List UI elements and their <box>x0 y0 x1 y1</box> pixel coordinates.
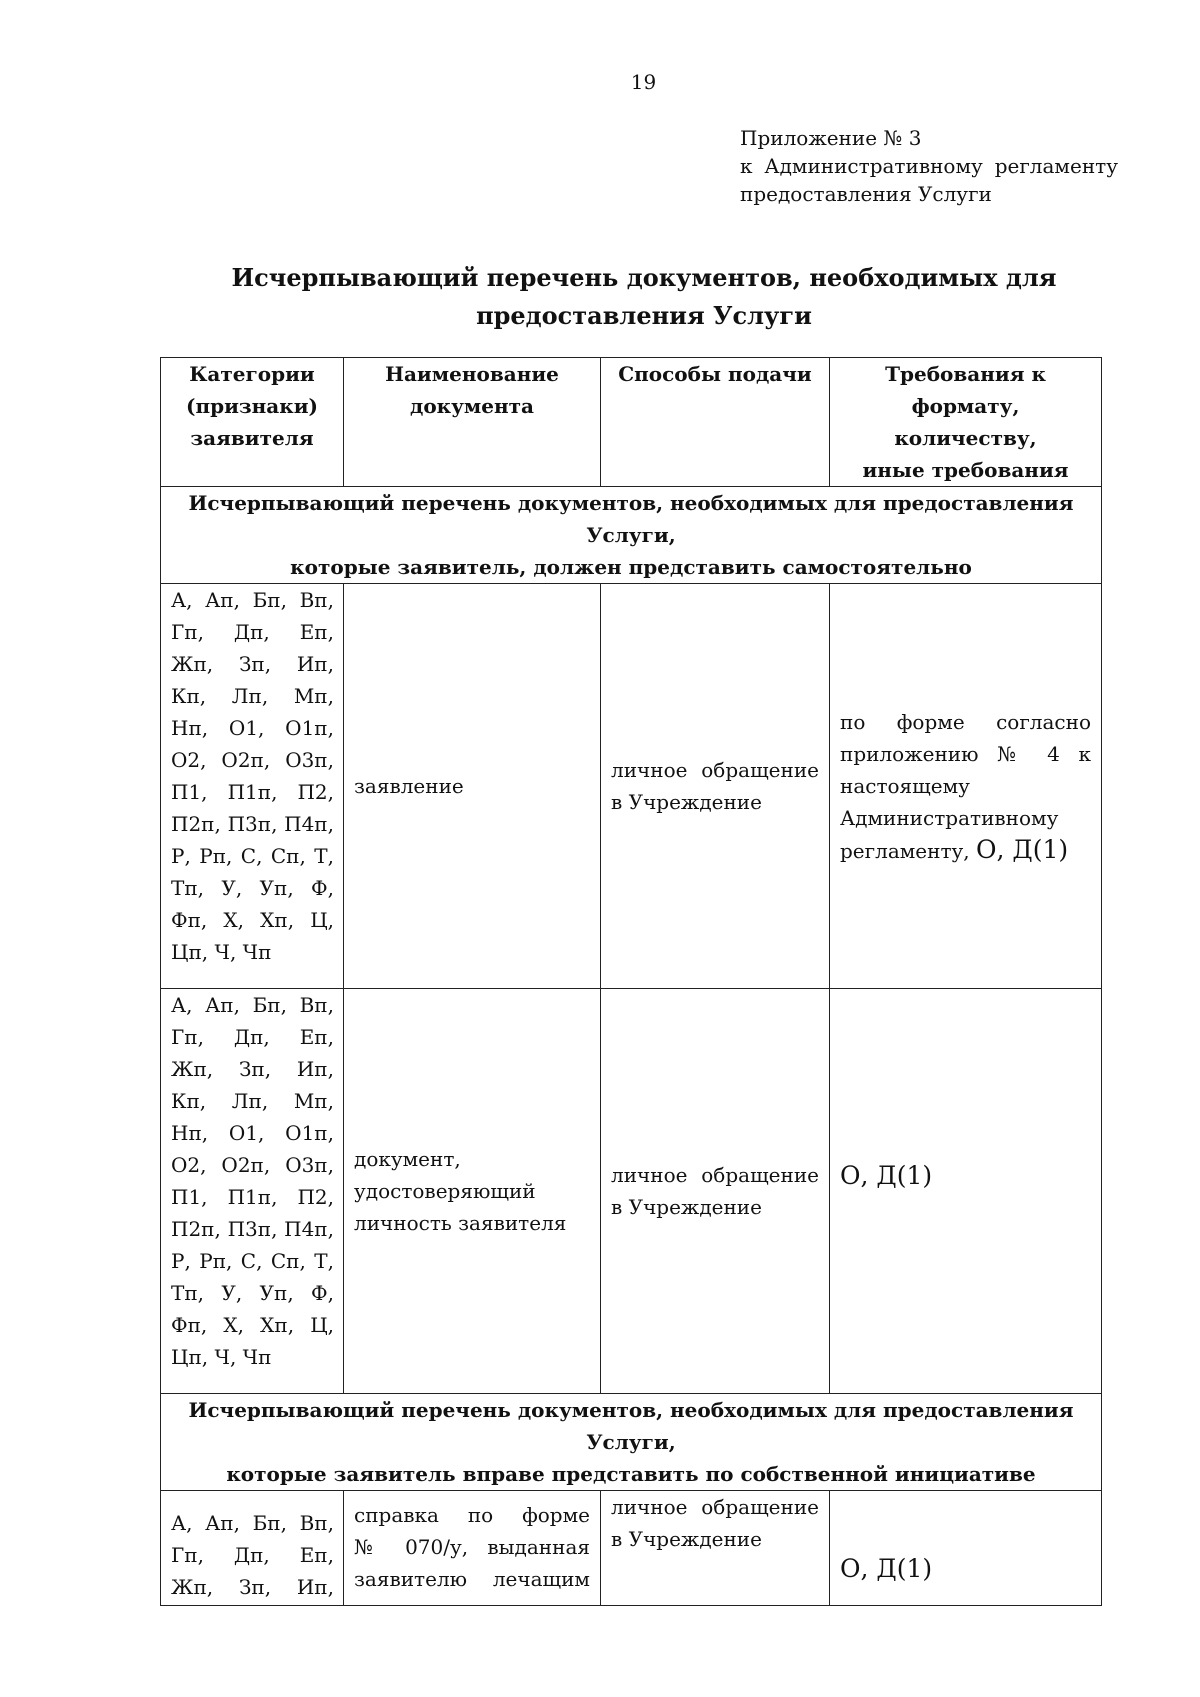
section-line: которые заявитель, должен представить самостоятельно <box>290 555 972 579</box>
header-line: заявителя <box>190 426 314 450</box>
document-name-line: удостоверяющий <box>354 1179 536 1203</box>
appendix-note <box>740 124 1118 208</box>
category-line: П1, П1п, П2, <box>171 1185 334 1209</box>
appendix-line-3: предоставления Услуги <box>740 182 992 206</box>
categories-cell <box>161 989 344 1394</box>
requirements-line: приложению № 4 к <box>840 741 1091 766</box>
header-line: Требования к <box>885 362 1046 386</box>
category-line: Жп, Зп, Ип, <box>171 1057 334 1081</box>
requirements-code: О, Д(1) <box>976 834 1069 864</box>
table-row <box>161 1491 1102 1606</box>
requirements-line: Административному <box>840 805 1059 830</box>
appendix-line-2: к Административному регламенту <box>740 154 1118 178</box>
requirements-line: настоящему <box>840 773 970 798</box>
section-heading-mandatory <box>161 487 1102 584</box>
document-name-cell <box>344 584 601 989</box>
category-line: Цп, Ч, Чп <box>171 1345 272 1369</box>
document-name-cell <box>344 1491 601 1606</box>
category-line: Р, Рп, С, Сп, Т, <box>171 1249 334 1273</box>
category-line: Тп, У, Уп, Ф, <box>171 1281 334 1305</box>
header-line: иные требования <box>862 458 1069 482</box>
table-row <box>161 989 1102 1394</box>
section-heading-optional <box>161 1394 1102 1491</box>
document-name-line: справка по форме <box>354 1503 590 1527</box>
section-line: Исчерпывающий перечень документов, необходимых для предоставления Услуги, <box>188 491 1074 547</box>
header-line: формату, количеству, <box>894 394 1037 450</box>
section-line: которые заявитель вправе представить по собственной инициативе <box>226 1462 1036 1486</box>
category-line: А, Ап, Бп, Вп, <box>171 993 334 1017</box>
category-line: Гп, Дп, Еп, <box>171 1025 334 1049</box>
requirements-cell <box>830 584 1102 989</box>
document-name: заявление <box>354 774 464 798</box>
submission-line: личное обращение <box>611 1495 819 1519</box>
category-line: Жп, Зп, Ип, <box>171 652 334 676</box>
table-row <box>161 584 1102 989</box>
header-line: Способы подачи <box>618 362 812 386</box>
submission-line: в Учреждение <box>611 1527 762 1551</box>
category-line: О2, О2п, О3п, <box>171 748 334 772</box>
table-header-row <box>161 358 1102 487</box>
requirements-code: О, Д(1) <box>840 1554 933 1583</box>
document-name-line: заявителю лечащим <box>354 1567 590 1591</box>
document-title <box>160 259 1128 335</box>
category-line: Фп, Х, Хп, Ц, <box>171 1313 334 1337</box>
submission-method-cell <box>601 1491 830 1606</box>
submission-line: личное обращение <box>611 1163 819 1187</box>
category-line: П2п, П3п, П4п, <box>171 812 334 836</box>
category-line: А, Ап, Бп, Вп, <box>171 1511 334 1535</box>
category-line: Нп, О1, О1п, <box>171 1121 334 1145</box>
document-title-line-2: предоставления Услуги <box>476 301 812 330</box>
document-name-line: № 070/у, выданная <box>354 1535 590 1559</box>
header-document-name <box>344 358 601 487</box>
documents-table <box>160 357 1102 1606</box>
header-line: документа <box>409 394 534 418</box>
appendix-line-1: Приложение № 3 <box>740 126 922 150</box>
header-line: Наименование <box>385 362 559 386</box>
page-number: 19 <box>630 70 657 94</box>
category-line: Гп, Дп, Еп, <box>171 1543 334 1567</box>
category-line: Нп, О1, О1п, <box>171 716 334 740</box>
categories-cell <box>161 584 344 989</box>
submission-line: личное обращение <box>611 758 819 782</box>
header-requirements <box>830 358 1102 487</box>
document-title-line-1: Исчерпывающий перечень документов, необходимых для <box>231 263 1057 292</box>
category-line: А, Ап, Бп, Вп, <box>171 588 334 612</box>
section-row-mandatory <box>161 487 1102 584</box>
categories-cell <box>161 1491 344 1606</box>
requirements-text: регламенту, <box>840 838 970 863</box>
header-categories <box>161 358 344 487</box>
header-line: Категории <box>189 362 315 386</box>
requirements-cell <box>830 1491 1102 1606</box>
category-line: Кп, Лп, Мп, <box>171 1089 334 1113</box>
submission-line: в Учреждение <box>611 790 762 814</box>
category-line: Жп, Зп, Ип, <box>171 1575 334 1599</box>
requirements-line: по форме согласно <box>840 709 1091 734</box>
document-name-line: документ, <box>354 1147 461 1171</box>
document-name-line: личность заявителя <box>354 1211 567 1235</box>
category-line: Фп, Х, Хп, Ц, <box>171 908 334 932</box>
header-submission-methods <box>601 358 830 487</box>
submission-line: в Учреждение <box>611 1195 762 1219</box>
category-line: П1, П1п, П2, <box>171 780 334 804</box>
category-line: Гп, Дп, Еп, <box>171 620 334 644</box>
category-line: Р, Рп, С, Сп, Т, <box>171 844 334 868</box>
header-line: (признаки) <box>185 394 319 418</box>
category-line: П2п, П3п, П4п, <box>171 1217 334 1241</box>
requirements-code: О, Д(1) <box>840 1161 933 1190</box>
submission-method-cell <box>601 584 830 989</box>
document-name-cell <box>344 989 601 1394</box>
category-line: Цп, Ч, Чп <box>171 940 272 964</box>
submission-method-cell <box>601 989 830 1394</box>
category-line: О2, О2п, О3п, <box>171 1153 334 1177</box>
category-line: Кп, Лп, Мп, <box>171 684 334 708</box>
section-row-optional <box>161 1394 1102 1491</box>
requirements-cell <box>830 989 1102 1394</box>
category-line: Тп, У, Уп, Ф, <box>171 876 334 900</box>
requirements-line <box>840 834 1091 867</box>
section-line: Исчерпывающий перечень документов, необходимых для предоставления Услуги, <box>188 1398 1074 1454</box>
